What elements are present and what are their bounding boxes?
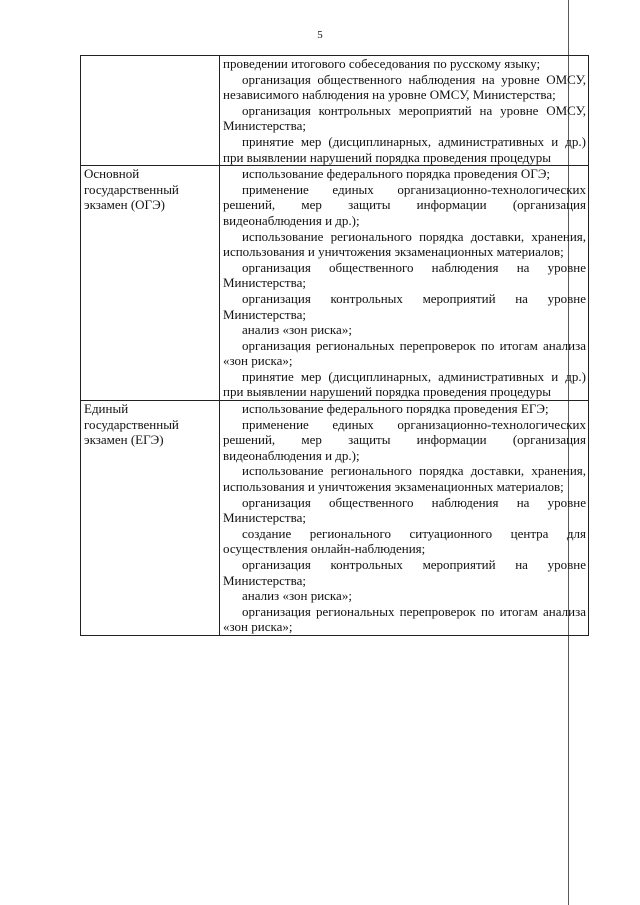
measure-item: применение единых организационно-технологических решений, мер защиты информации (организация видеонаблюдения и др.); — [223, 181, 586, 228]
measure-item: принятие мер (дисциплинарных, административных и др.) при выявлении нарушений порядка проведения процедуры — [223, 133, 586, 165]
measure-item: организация контрольных мероприятий на уровне ОМСУ, Министерства; — [223, 102, 586, 134]
page-number: 5 — [317, 29, 323, 41]
measure-item: применение единых организационно-технологических решений, мер защиты информации (организация видеонаблюдения и др.); — [223, 416, 586, 463]
measure-item: создание регионального ситуационного центра для осуществления онлайн-наблюдения; — [223, 525, 586, 557]
measure-item: организация общественного наблюдения на уровне ОМСУ, независимого наблюдения на уровне ОМСУ, Министерства; — [223, 71, 586, 103]
procedure-name-cell: Единый государственный экзамен (ЕГЭ) — [81, 401, 220, 636]
measure-item: организация общественного наблюдения на уровне Министерства; — [223, 259, 586, 291]
measures-cell — [220, 401, 589, 636]
table-row-ege — [81, 401, 589, 636]
measure-item: проведении итогового собеседования по русскому языку; — [223, 56, 541, 71]
measure-item: использование федерального порядка проведения ЕГЭ; — [242, 401, 549, 417]
table-row-continuation — [81, 56, 589, 166]
measure-item: организация региональных перепроверок по итогам анализа «зон риска»; — [223, 603, 586, 635]
measure-item: анализ «зон риска»; — [242, 588, 352, 604]
measure-item: использование федерального порядка проведения ОГЭ; — [242, 166, 551, 182]
procedure-name-cell — [81, 56, 220, 166]
measures-cell — [220, 166, 589, 401]
measure-item: организация контрольных мероприятий на уровне Министерства; — [223, 290, 586, 322]
measures-cell — [220, 56, 589, 166]
measure-item: использование регионального порядка доставки, хранения, использования и уничтожения экзаменационных материалов; — [223, 228, 586, 260]
procedure-name-cell: Основной государственный экзамен (ОГЭ) — [81, 166, 220, 401]
measure-item: использование регионального порядка доставки, хранения, использования и уничтожения экзаменационных материалов; — [223, 463, 586, 495]
measure-item: анализ «зон риска»; — [242, 322, 352, 338]
measure-item: организация контрольных мероприятий на уровне Министерства; — [223, 557, 586, 588]
measures-table — [80, 55, 589, 636]
measure-item: организация региональных перепроверок по итогам анализа «зон риска»; — [223, 337, 586, 369]
measure-item: организация общественного наблюдения на уровне Министерства; — [223, 494, 586, 526]
table-row-oge — [81, 166, 589, 401]
measure-item: принятие мер (дисциплинарных, административных и др.) при выявлении нарушений порядка проведения процедуры — [223, 368, 586, 400]
